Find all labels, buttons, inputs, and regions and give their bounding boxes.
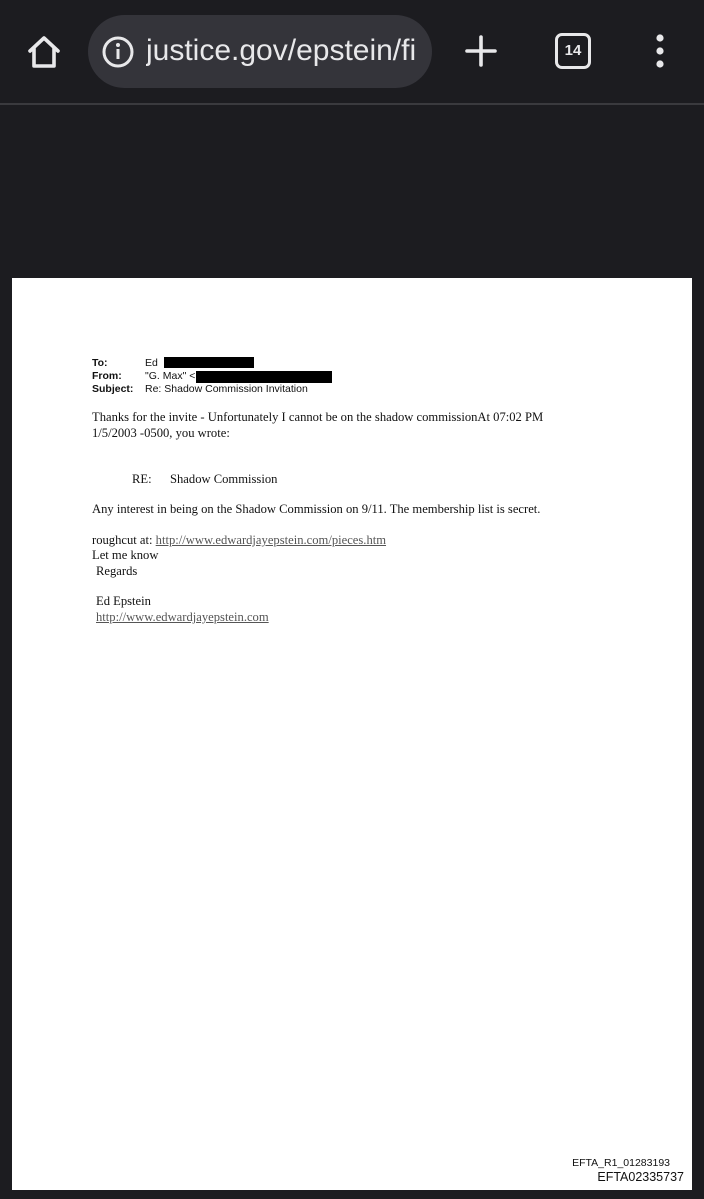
home-icon	[24, 32, 64, 72]
browser-toolbar	[0, 0, 704, 105]
info-icon[interactable]	[101, 35, 135, 69]
tab-switcher-button[interactable]	[552, 30, 594, 72]
let-me-know-line: Let me know	[92, 548, 159, 562]
regards-line: Regards	[96, 564, 138, 578]
to-value: Ed	[145, 357, 158, 369]
redaction-box	[164, 357, 254, 368]
home-button[interactable]	[18, 26, 70, 78]
body-line-1: Any interest in being on the Shadow Commission on 9/11. The membership list is secret.	[92, 502, 541, 516]
signature-link[interactable]: http://www.edwardjayepstein.com	[96, 610, 269, 624]
from-value: "G. Max" <	[145, 370, 196, 382]
new-tab-button[interactable]	[458, 28, 504, 74]
from-label: From:	[92, 370, 122, 382]
reply-line-2: 1/5/2003 -0500, you wrote:	[92, 426, 230, 440]
redaction-box	[196, 371, 332, 383]
pdf-page	[12, 278, 692, 1190]
roughcut-label: roughcut at:	[92, 533, 153, 547]
roughcut-line	[92, 532, 386, 548]
to-label: To:	[92, 357, 108, 369]
more-vert-icon	[653, 33, 667, 69]
plus-icon	[463, 33, 499, 69]
overflow-menu-button[interactable]	[642, 30, 678, 72]
bates-id-1: EFTA_R1_01283193	[572, 1157, 670, 1169]
address-bar[interactable]	[88, 15, 432, 88]
re-value: Shadow Commission	[170, 472, 278, 486]
url-text[interactable]: justice.gov/epstein/fi	[146, 34, 417, 67]
roughcut-link[interactable]: http://www.edwardjayepstein.com/pieces.htm	[155, 533, 387, 547]
re-label: RE:	[132, 472, 152, 486]
reply-line-1: Thanks for the invite - Unfortunately I cannot be on the shadow commissionAt 07:02 PM	[92, 410, 544, 424]
subject-label: Subject:	[92, 383, 134, 395]
subject-value: Re: Shadow Commission Invitation	[145, 383, 308, 395]
signature-name: Ed Epstein	[96, 594, 151, 608]
tab-count: 14	[555, 33, 591, 69]
bates-id-2: EFTA02335737	[597, 1170, 684, 1184]
